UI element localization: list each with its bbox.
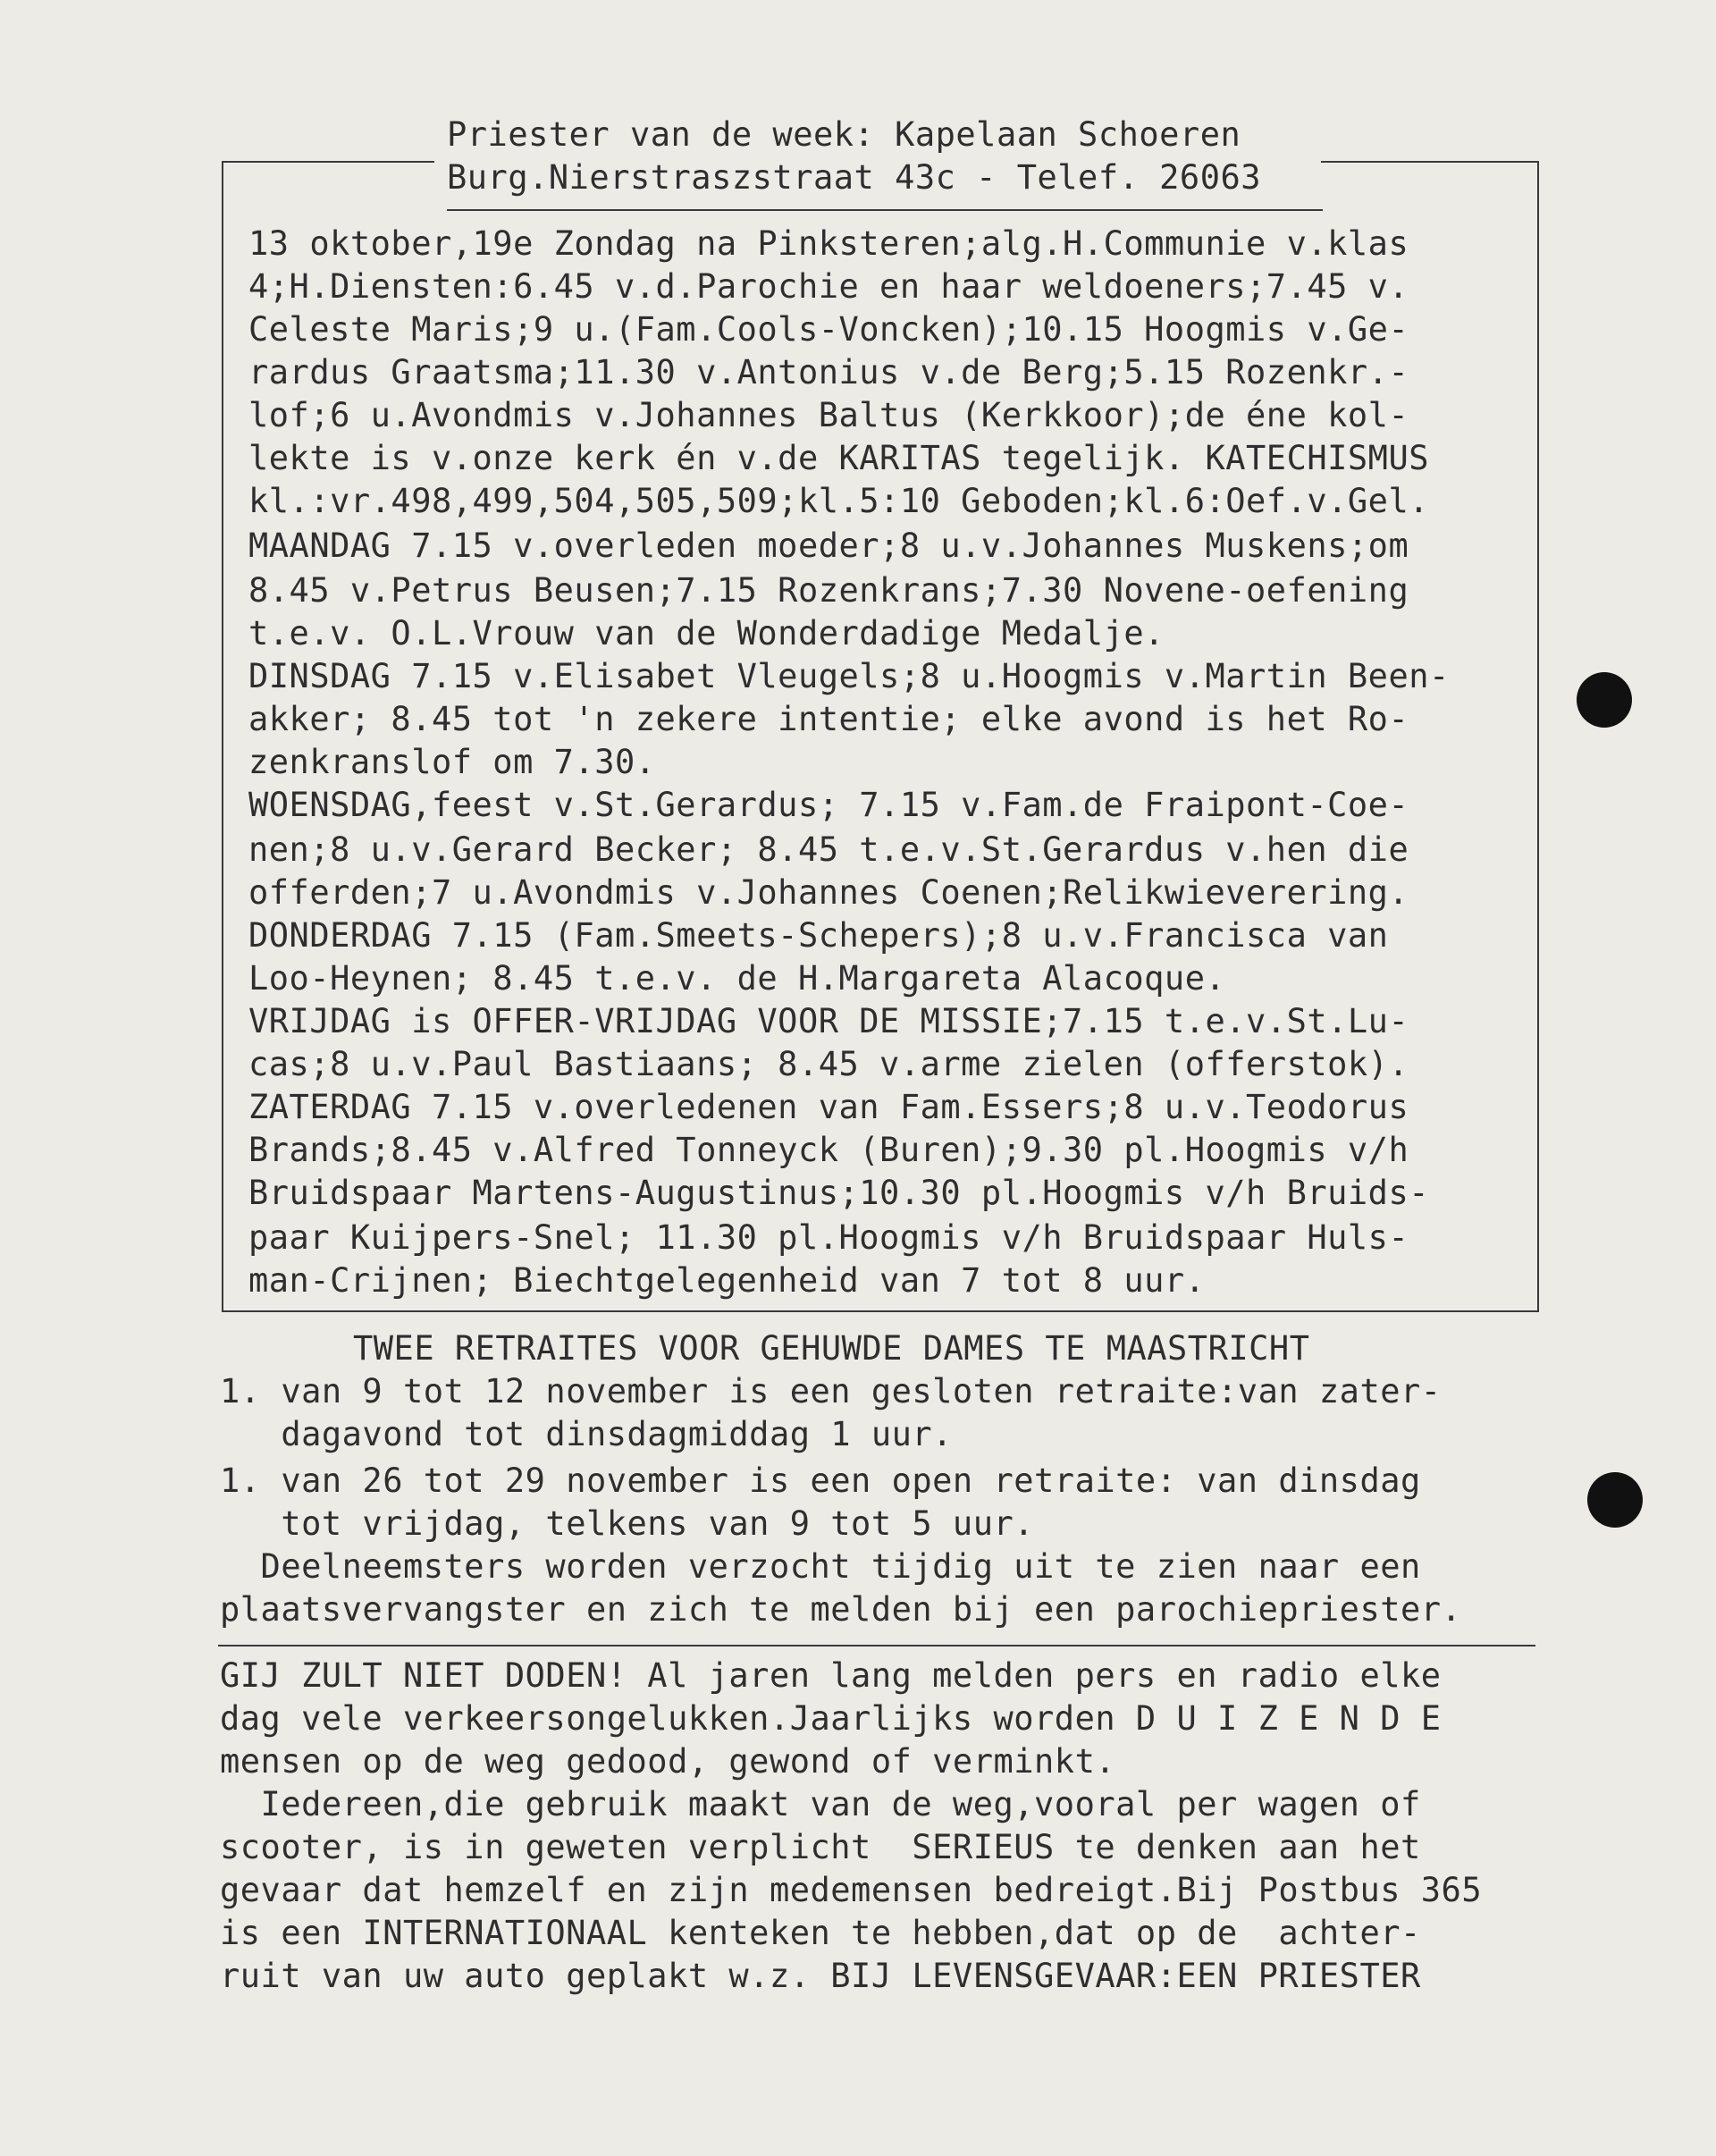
traffic-line: scooter, is in geweten verplicht SERIEUS te denken aan het [220, 1828, 1421, 1866]
schedule-line: zenkranslof om 7.30. [248, 743, 656, 781]
schedule-line: ZATERDAG 7.15 v.overledenen van Fam.Essers;8 u.v.Teodorus [248, 1088, 1409, 1126]
schedule-line: Celeste Maris;9 u.(Fam.Cools-Voncken);10.15 Hoogmis v.Ge- [248, 310, 1409, 349]
traffic-line: GIJ ZULT NIET DODEN! Al jaren lang melden pers en radio elke [220, 1656, 1442, 1695]
schedule-line: Bruidspaar Martens-Augustinus;10.30 pl.Hoogmis v/h Bruids- [248, 1174, 1430, 1212]
schedule-line: MAANDAG 7.15 v.overleden moeder;8 u.v.Johannes Muskens;om [248, 526, 1409, 565]
schedule-line: 8.45 v.Petrus Beusen;7.15 Rozenkrans;7.30 Novene-oefening [248, 571, 1409, 610]
traffic-line: dag vele verkeersongelukken.Jaarlijks worden D U I Z E N D E [220, 1699, 1442, 1738]
punch-hole [1587, 1472, 1643, 1528]
traffic-line: Iedereen,die gebruik maakt van de weg,vooral per wagen of [220, 1785, 1421, 1823]
retreats-heading: TWEE RETRAITES VOOR GEHUWDE DAMES TE MAASTRICHT [353, 1329, 1310, 1368]
retreat-line: 1. van 26 tot 29 november is een open retraite: van dinsdag [220, 1461, 1421, 1500]
traffic-line: ruit van uw auto geplakt w.z. BIJ LEVENSGEVAAR:EEN PRIESTER [220, 1957, 1421, 1995]
schedule-line: DONDERDAG 7.15 (Fam.Smeets-Schepers);8 u.v.Francisca van [248, 916, 1389, 955]
schedule-line: t.e.v. O.L.Vrouw van de Wonderdadige Medalje. [248, 614, 1165, 653]
traffic-line: mensen op de weg gedood, gewond of verminkt. [220, 1742, 1116, 1781]
schedule-line: man-Crijnen; Biechtgelegenheid van 7 tot 8 uur. [248, 1261, 1206, 1300]
schedule-line: paar Kuijpers-Snel; 11.30 pl.Hoogmis v/h Bruidspaar Huls- [248, 1218, 1409, 1257]
section-divider [218, 1645, 1535, 1646]
schedule-line: nen;8 u.v.Gerard Becker; 8.45 t.e.v.St.Gerardus v.hen die [248, 830, 1409, 869]
schedule-line: rardus Graatsma;11.30 v.Antonius v.de Berg;5.15 Rozenkr.- [248, 353, 1409, 392]
schedule-line: WOENSDAG,feest v.St.Gerardus; 7.15 v.Fam.de Fraipont-Coe- [248, 786, 1409, 824]
schedule-line: 4;H.Diensten:6.45 v.d.Parochie en haar weldoeners;7.45 v. [248, 267, 1409, 306]
address-line: Burg.Nierstraszstraat 43c - Telef. 26063 [447, 158, 1262, 197]
schedule-line: Loo-Heynen; 8.45 t.e.v. de H.Margareta Alacoque. [248, 959, 1226, 998]
traffic-line: is een INTERNATIONAAL kenteken te hebben,dat op de achter- [220, 1914, 1421, 1952]
schedule-line: DINSDAG 7.15 v.Elisabet Vleugels;8 u.Hoogmis v.Martin Been- [248, 657, 1450, 695]
retreat-line: 1. van 9 tot 12 november is een gesloten retraite:van zater- [220, 1372, 1442, 1411]
traffic-line: gevaar dat hemzelf en zijn medemensen bedreigt.Bij Postbus 365 [220, 1871, 1483, 1909]
schedule-line: kl.:vr.498,499,504,505,509;kl.5:10 Geboden;kl.6:Oef.v.Gel. [248, 482, 1430, 520]
schedule-line: akker; 8.45 tot 'n zekere intentie; elke avond is het Ro- [248, 700, 1409, 738]
punch-hole [1577, 672, 1632, 728]
schedule-line: lof;6 u.Avondmis v.Johannes Baltus (Kerkkoor);de éne kol- [248, 396, 1409, 434]
schedule-line: VRIJDAG is OFFER-VRIJDAG VOOR DE MISSIE;7.15 t.e.v.St.Lu- [248, 1002, 1409, 1040]
priest-of-week-line: Priester van de week: Kapelaan Schoeren [447, 115, 1241, 154]
schedule-line: offerden;7 u.Avondmis v.Johannes Coenen;Relikwieverering. [248, 873, 1409, 912]
retreat-line: tot vrijdag, telkens van 9 tot 5 uur. [220, 1504, 1035, 1543]
retreat-line: dagavond tot dinsdagmiddag 1 uur. [220, 1415, 953, 1453]
retreat-line: Deelneemsters worden verzocht tijdig uit te zien naar een [220, 1547, 1421, 1586]
retreat-line: plaatsvervangster en zich te melden bij een parochiepriester. [220, 1590, 1462, 1629]
schedule-line: cas;8 u.v.Paul Bastiaans; 8.45 v.arme zielen (offerstok). [248, 1045, 1409, 1083]
schedule-line: 13 oktober,19e Zondag na Pinksteren;alg.H.Communie v.klas [248, 224, 1409, 263]
schedule-line: lekte is v.onze kerk én v.de KARITAS tegelijk. KATECHISMUS [248, 439, 1430, 477]
schedule-line: Brands;8.45 v.Alfred Tonneyck (Buren);9.30 pl.Hoogmis v/h [248, 1131, 1409, 1169]
